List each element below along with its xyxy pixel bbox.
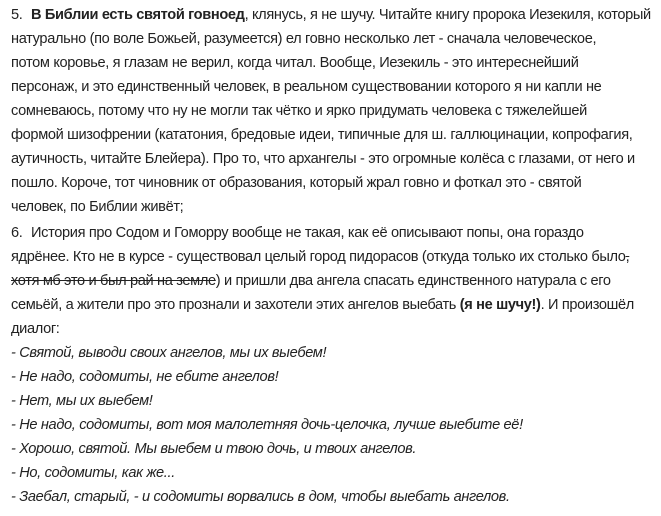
bold-phrase: (я не шучу!) — [459, 297, 541, 313]
bold-phrase: В Библии есть святой говноед — [31, 7, 245, 23]
text-fragment: История про Содом и Гоморру вообще не такая, как её описывают попы, она гораздо — [31, 225, 584, 241]
list-number: 6. — [11, 225, 23, 241]
dialog-line: - Святой, выводи своих ангелов, мы их выебем! — [11, 345, 327, 361]
text-line — [11, 221, 661, 245]
text-fragment: , клянусь, я не шучу. Читайте книгу пророка Иезекиля, который — [244, 7, 651, 23]
dialog-line: - Заебал, старый, - и содомиты ворвались в дом, чтобы выебать ангелов. — [11, 489, 510, 505]
text-line: человек, по Библии живёт; — [11, 199, 184, 215]
text-line: натурально (по воле Божьей, разумеется) ел говно несколько лет - сначала человеческое, — [11, 31, 597, 47]
text-fragment: . И произошёл — [540, 297, 634, 313]
strikethrough-text: хотя мб это и был рай на земле — [11, 273, 216, 289]
text-line: сомневаюсь, потому что ну не могли так чётко и ярко придумать человека с тяжелейшей — [11, 103, 587, 119]
dialog-block — [11, 341, 661, 509]
text-fragment: ядрёнее. Кто не в курсе - существовал целый город пидорасов (откуда только их столько было — [11, 249, 626, 265]
text-fragment: семьёй, а жители про это прознали и захотели этих ангелов выебать — [11, 297, 460, 313]
text-line — [11, 3, 661, 27]
dialog-line: - Хорошо, святой. Мы выебем и твою дочь, и твоих ангелов. — [11, 441, 417, 457]
text-line — [11, 245, 661, 269]
text-line: аутичность, читайте Блейера). Про то, что архангелы - это огромные колёса с глазами, от него и — [11, 151, 635, 167]
text-fragment: ) и пришли два ангела спасать единственного натурала с его — [215, 273, 611, 289]
text-line: формой шизофрении (кататония, бредовые идеи, типичные для ш. галлюцинации, копрофагия, — [11, 127, 633, 143]
list-number: 5. — [11, 7, 23, 23]
list-item-5 — [11, 3, 661, 219]
strikethrough-text: , — [625, 249, 630, 265]
dialog-line: - Не надо, содомиты, не ебите ангелов! — [11, 369, 279, 385]
text-line: диалог: — [11, 321, 60, 337]
dialog-line: - Нет, мы их выебем! — [11, 393, 153, 409]
list-item-6 — [11, 221, 661, 509]
dialog-line: - Но, содомиты, как же... — [11, 465, 175, 481]
text-line — [11, 269, 661, 293]
dialog-line: - Не надо, содомиты, вот моя малолетняя дочь-целочка, лучше выебите её! — [11, 417, 523, 433]
text-line: потом коровье, я глазам не верил, когда читал. Вообще, Иезекиль - это интереснейший — [11, 55, 579, 71]
text-line — [11, 293, 661, 317]
text-line: персонаж, и это единственный человек, в реальном существовании которого я ни капли не — [11, 79, 602, 95]
text-line: пошло. Короче, тот чиновник от образования, который жрал говно и фоткал это - святой — [11, 175, 582, 191]
